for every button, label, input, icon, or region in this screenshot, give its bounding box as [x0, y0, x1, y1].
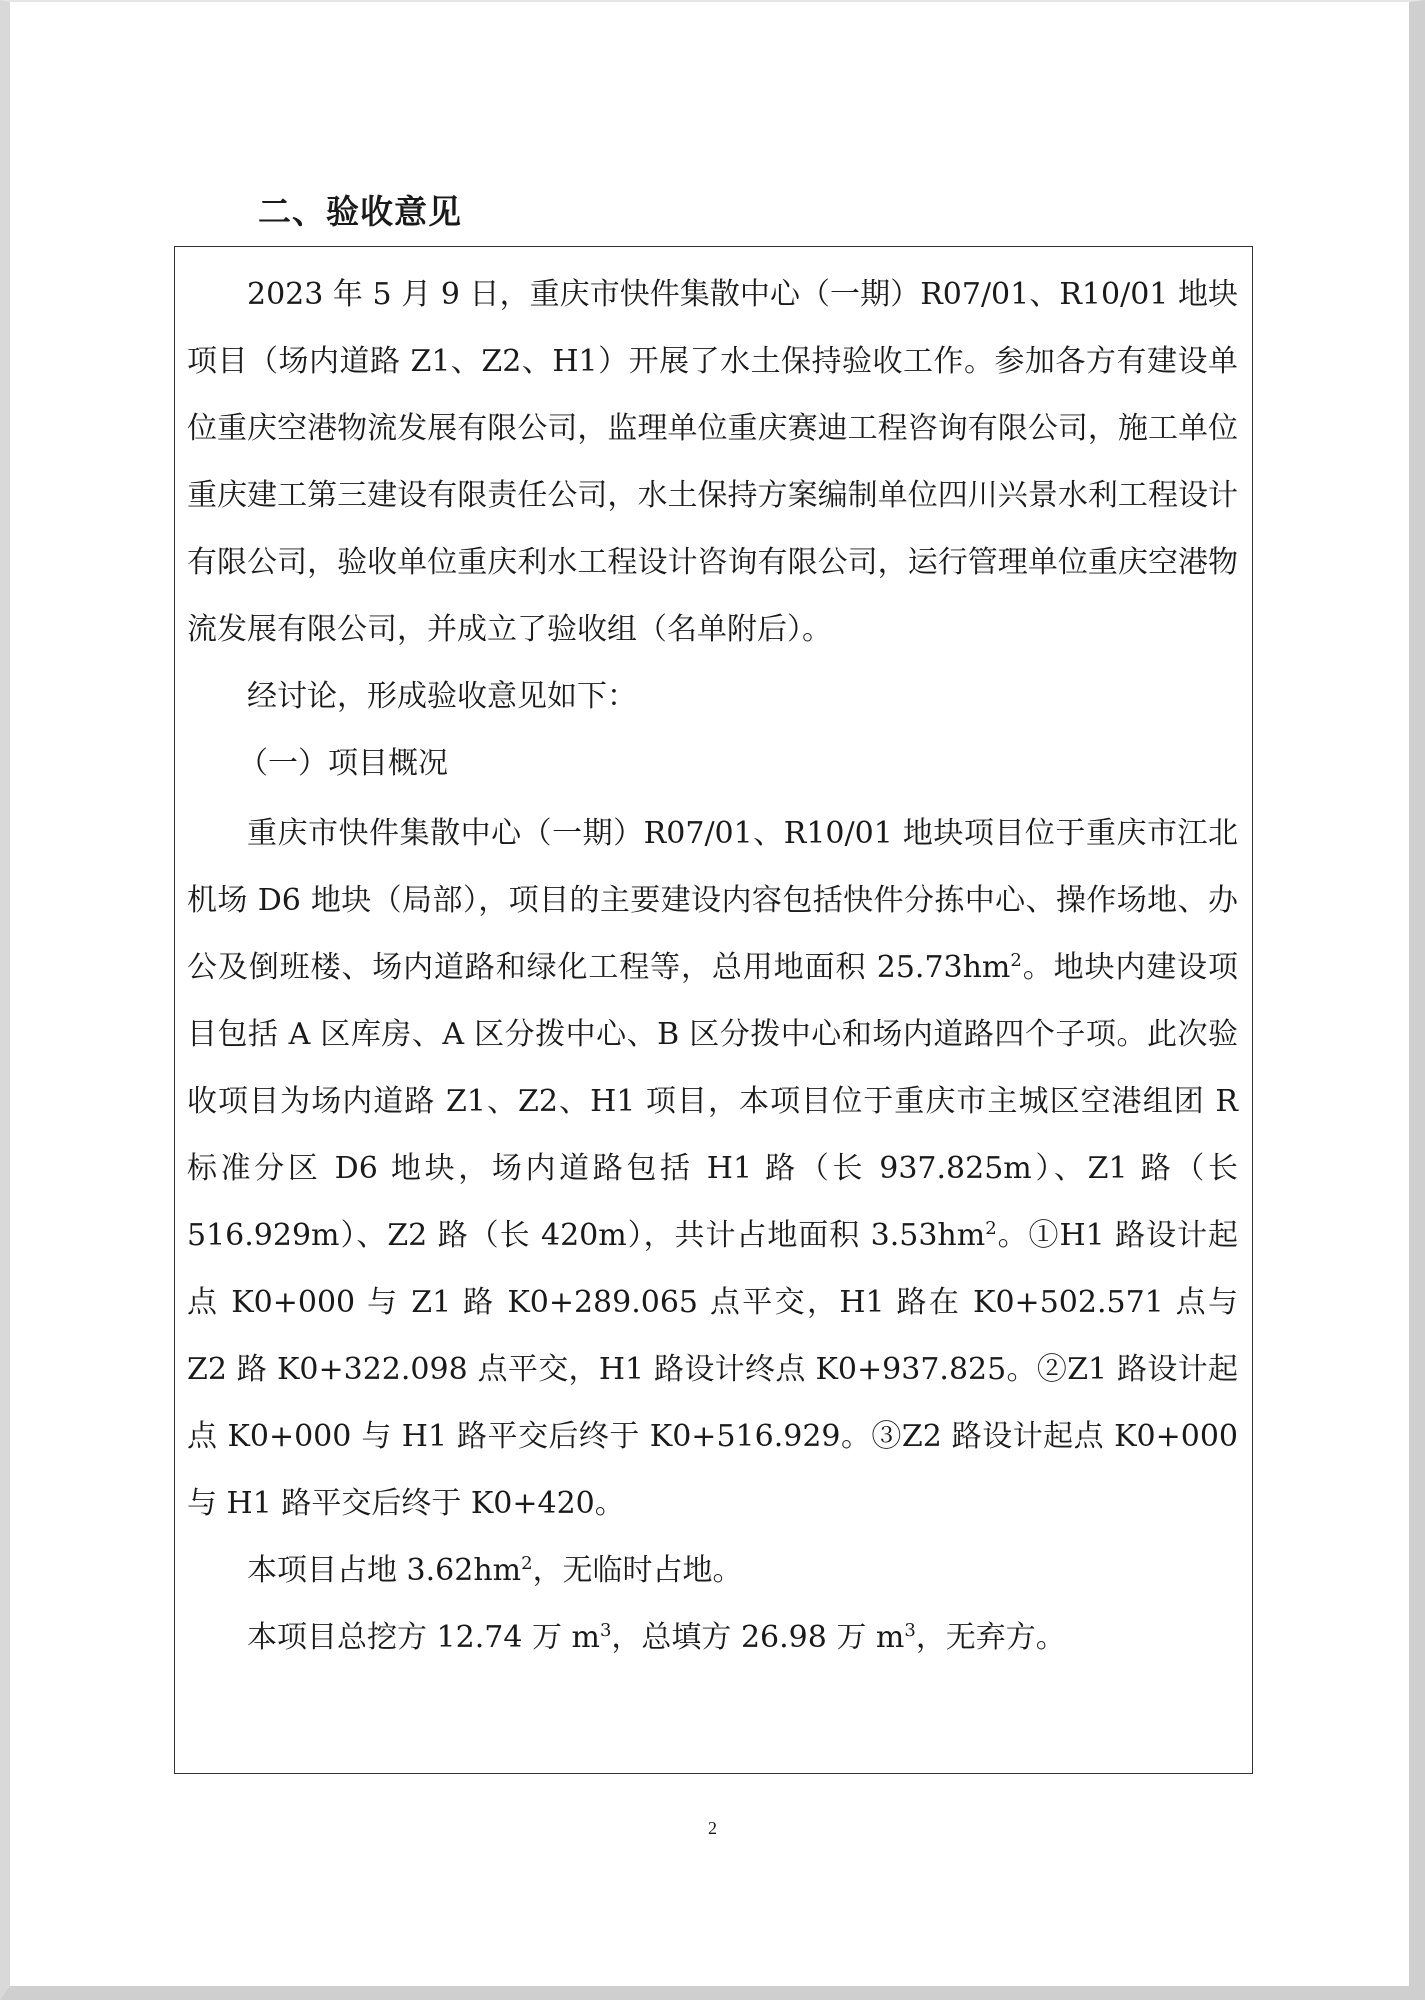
earthwork-paragraph	[187, 1604, 1238, 1671]
earthwork-text-part-3: ，无弃方。	[915, 1620, 1066, 1655]
superscript: 2	[521, 1553, 533, 1574]
overview-text-part-1: 重庆市快件集散中心（一期）R07/01、R10/01 地块项目位于重庆市江北机场 D6 地块（局部），项目的主要建设内容包括快件分拣中心、操作场地、办公及倒班楼、场内道路和绿化工程等，总用地面积 25.73hm	[187, 816, 1238, 985]
land-text-part-1: 本项目占地 3.62hm	[247, 1553, 522, 1588]
land-text-part-2: ，无临时占地。	[532, 1553, 743, 1588]
earthwork-text-part-2: ，总填方 26.98 万 m	[611, 1620, 905, 1655]
acceptance-opinion-box	[174, 246, 1253, 1774]
subsection-heading-project-overview: （一）项目概况	[238, 746, 448, 781]
project-overview-paragraph	[187, 800, 1238, 1537]
earthwork-text-part-1: 本项目总挖方 12.74 万 m	[247, 1620, 600, 1655]
overview-text-part-3: 。①H1 路设计起点 K0+000 与 Z1 路 K0+289.065 点平交，H1 路在 K0+502.571 点与 Z2 路 K0+322.098 点平交，H1 路设计终点 K0+937.825。②Z1 路设计起点 K0+000 与 H1 路平交后终于 K0+516.929。③Z2 路设计起点 K0+000 与 H1 路平交后终于 K0+420。	[187, 1218, 1238, 1521]
superscript: 2	[985, 1218, 997, 1239]
discussion-paragraph: 经讨论，形成验收意见如下：	[247, 679, 637, 714]
overview-text-part-2: 。地块内建设项目包括 A 区库房、A 区分拨中心、B 区分拨中心和场内道路四个子项。此次验收项目为场内道路 Z1、Z2、H1 项目，本项目位于重庆市主城区空港组团 R 标准分区 D6 地块，场内道路包括 H1 路（长 937.825m）、Z1 路（长 516.929m）、Z2 路（长 420m），共计占地面积 3.53hm	[187, 950, 1238, 1253]
land-occupation-paragraph	[187, 1537, 1238, 1604]
superscript: 3	[904, 1620, 916, 1641]
superscript: 3	[599, 1620, 612, 1641]
page-number: 2	[708, 1818, 717, 1838]
superscript: 2	[1010, 950, 1022, 971]
section-heading: 二、验收意见	[258, 192, 462, 231]
intro-paragraph: 2023 年 5 月 9 日，重庆市快件集散中心（一期）R07/01、R10/01 地块项目（场内道路 Z1、Z2、H1）开展了水土保持验收工作。参加各方有建设单位重庆空港物流发展有限公司，监理单位重庆赛迪工程咨询有限公司，施工单位重庆建工第三建设有限责任公司，水土保持方案编制单位四川兴景水利工程设计有限公司，验收单位重庆利水工程设计咨询有限公司，运行管理单位重庆空港物流发展有限公司，并成立了验收组（名单附后）。	[187, 277, 1238, 647]
